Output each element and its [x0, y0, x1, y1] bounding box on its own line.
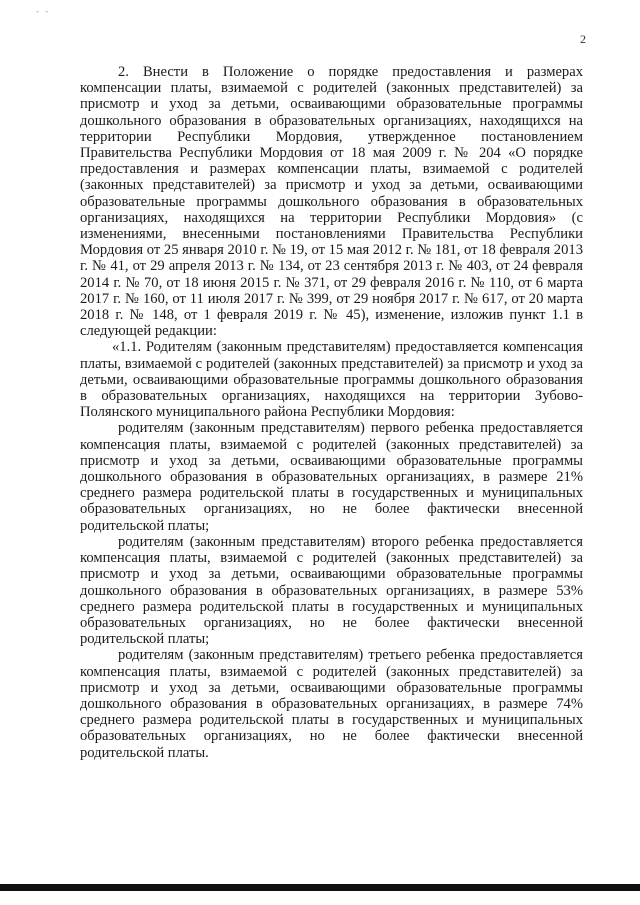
paragraph-third-child: родителям (законным представителям) третьего ребенка предоставляется компенсация платы, взимаемой с родителей (законных представителей) за присмотр и уход за детьми, осваивающими образовательные программы дошкольного образования в образовательных организациях, в размере 74% среднего размера родительской платы в государственных и муниципальных образовательных организациях, но не более фактически внесенной родительской платы. [80, 647, 583, 761]
paragraph-amendment: 2. Внести в Положение о порядке предоставления и размерах компенсации платы, взимаемой с родителей (законных представителей) за присмотр и уход за детьми, осваивающими образовательные программы дошкольного образования в образовательных организациях, находящихся на территории Республики Мордовия, утвержденное постановлением Правительства Республики Мордовия от 18 мая 2009 г. № 204 «О порядке предоставления и размерах компенсации платы, взимаемой с родителей (законных представителей) за присмотр и уход за детьми, осваивающими образовательные программы дошкольного образования в образовательных организациях, находящихся на территории Республики Мордовия» (с изменениями, внесенными постановлениями Правительства Республики Мордовия от 25 января 2010 г. № 19, от 15 мая 2012 г. № 181, от 18 февраля 2013 г. № 41, от 29 апреля 2013 г. № 134, от 23 сентября 2013 г. № 403, от 24 февраля 2014 г. № 70, от 18 июня 2015 г. № 371, от 29 февраля 2016 г. № 110, от 6 марта 2017 г. № 160, от 11 июля 2017 г. № 399, от 29 ноября 2017 г. № 617, от 20 марта 2018 г. № 148, от 1 февраля 2019 г. № 45), изменение, изложив пункт 1.1 в следующей редакции: [80, 64, 583, 340]
scan-artifact: - - [36, 6, 51, 16]
document-body [80, 64, 583, 761]
paragraph-second-child: родителям (законным представителям) второго ребенка предоставляется компенсация платы, взимаемой с родителей (законных представителей) за присмотр и уход за детьми, осваивающими образовательные программы дошкольного образования в образовательных организациях, в размере 53% среднего размера родительской платы в государственных и муниципальных образовательных организациях, но не более фактически внесенной родительской платы; [80, 533, 583, 648]
paragraph-clause-1-1: «1.1. Родителям (законным представителям) предоставляется компенсация платы, взимаемой с родителей (законных представителей) за присмотр и уход за детьми, осваивающими образовательные программы дошкольного образования в образовательных организациях, находящихся на территории Зубово-Полянского муниципального района Республики Мордовия: [80, 339, 583, 421]
paragraph-first-child: родителям (законным представителям) первого ребенка предоставляется компенсация платы, взимаемой с родителей (законных представителей) за присмотр и уход за детьми, осваивающими образовательные программы дошкольного образования в образовательных организациях, в размере 21% среднего размера родительской платы в государственных и муниципальных образовательных организациях, но не более фактически внесенной родительской платы; [80, 420, 583, 534]
page-number: 2 [580, 32, 586, 46]
scan-bottom-edge [0, 884, 640, 891]
